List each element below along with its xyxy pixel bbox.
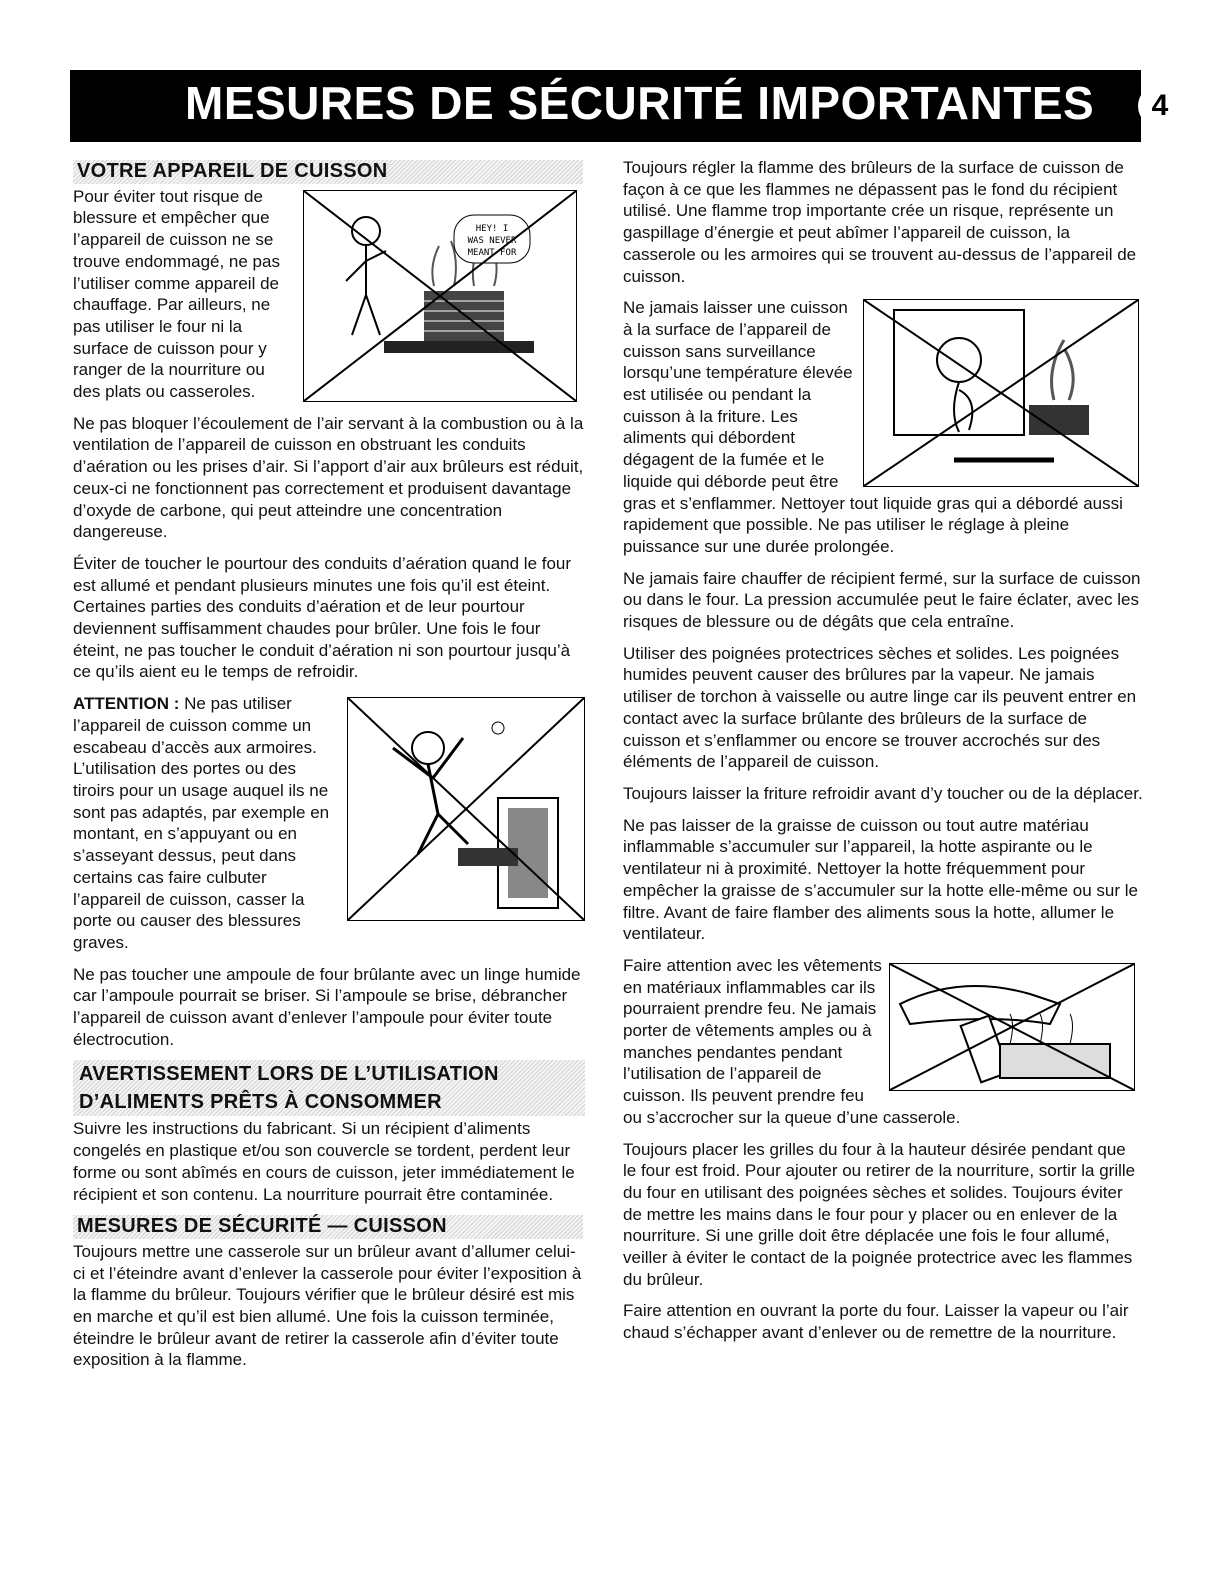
page-title: MESURES DE SÉCURITÉ IMPORTANTES	[185, 77, 1095, 129]
section-heading-appareil: VOTRE APPAREIL DE CUISSON	[73, 160, 583, 184]
paragraph-chauffage: Pour éviter tout risque de blessure et empêcher que l’appareil de cuisson ne se trouve endommagé, ne pas l’utiliser comme appareil de chauffage. Par ailleurs, ne pas utiliser le four ni la surface de cuisson pour y ranger de la nourriture ou des plats ou casseroles.	[73, 186, 280, 402]
figure-heater-warning	[303, 190, 577, 402]
attention-label: ATTENTION :	[73, 694, 180, 714]
paragraph-graisse: Ne pas laisser de la graisse de cuisson ou tout autre matériau inflammable s’accumuler sur l’appareil, la hotte aspirante ou le ventilateur ni à proximité. Nettoyer la hotte fréquemment pour empêcher la graisse de s’accumuler sur la hotte elle-même ou sur le filtre. Avant de faire flamber des aliments sous la hotte, allumer le ventilateur.	[623, 815, 1138, 944]
paragraph-porte-four: Faire attention en ouvrant la porte du four. Laisser la vapeur ou l’air chaud s’échapper avant d’enlever ou de remettre de la nourriture.	[623, 1301, 1129, 1343]
paragraph-ampoule: Ne pas toucher une ampoule de four brûlante avec un linge humide car l’ampoule pourrait se briser. Si l’ampoule se brise, débrancher l’appareil de cuisson avant d’enlever l’ampoule pour éviter toute électrocution.	[73, 964, 581, 1049]
section-heading-aliments	[73, 1060, 585, 1116]
paragraph-conduits: Éviter de toucher le pourtour des conduits d’aération quand le four est allumé et pendant plusieurs minutes une fois qu’il est éteint. Certaines parties des conduits d’aération et de leur pourtour deviennent suffisamment chaudes pour brûler. Une fois le four éteint, ne pas toucher le conduit d’aération ni son pourtour jusqu’à ce qu’ils aient eu le temps de refroidir.	[73, 553, 572, 682]
page-number-badge: 4	[1138, 84, 1182, 128]
paragraph-casserole: Toujours mettre une casserole sur un brûleur avant d’allumer celui-ci et l’éteindre avant d’enlever la casserole pour éviter l’exposition à la flamme du brûleur. Toujours vérifier que le brûleur désiré est mis en marche et qu’il est bien allumé. Une fois la cuisson terminée, éteindre le brûleur avant de retirer la casserole afin d’éviter toute exposition à la flamme.	[73, 1241, 582, 1370]
heading-aliments-line1: AVERTISSEMENT LORS DE L’UTILISATION	[79, 1063, 499, 1086]
svg-text:MEANT FOR: MEANT FOR	[467, 247, 517, 258]
phone-illustration	[864, 300, 1138, 486]
paragraph-recipient-ferme: Ne jamais faire chauffer de récipient fermé, sur la surface de cuisson ou dans le four. La pression accumulée peut le faire éclater, avec les risques de blessure ou de dégâts que cela entraîne.	[623, 568, 1141, 632]
paragraph-flamme: Toujours régler la flamme des brûleurs de la surface de cuisson de façon à ce que les flammes ne dépassent pas le fond du récipient utilisé. Une flamme trop importante crée un risque, représente un gaspillage d’énergie et peut abîmer l’appareil de cuisson, la casserole ou les armoires qui se trouvent au-dessus de l’appareil de cuisson.	[623, 158, 1137, 286]
attention-text: Ne pas utiliser l’appareil de cuisson comme un escabeau d’accès aux armoires. L’utilisation des portes ou des tiroirs pour un usage auquel ils ne sont pas adaptés, par exemple en montant, en s’appuyant ou en s’asseyant dessus, peut dans certains cas faire culbuter l’appareil de cuisson, casser la porte ou causer des blessures graves.	[73, 694, 330, 952]
figure-phone-warning	[863, 299, 1139, 487]
sleeve-illustration	[890, 964, 1134, 1090]
climbing-illustration	[348, 698, 584, 920]
paragraph-aliments: Suivre les instructions du fabricant. Si un récipient d’aliments congelés en plastique et/ou son couvercle se tordent, perdent leur forme ou sont abîmés en cours de cuisson, jeter immédiatement le récipient et son contenu. La nourriture pourrait être contaminée.	[73, 1119, 575, 1204]
paragraph-friture: Toujours laisser la friture refroidir avant d’y toucher ou de la déplacer.	[623, 783, 1143, 803]
figure-sleeve-warning	[889, 963, 1135, 1091]
paragraph-vetements: Faire attention avec les vêtements en matériaux inflammables car ils pourraient prendre feu. Ne jamais porter de vêtements amples ou à manches pendantes pendant l’utilisation de l’appareil de cuisson. Ils peuvent prendre feu ou s’accrocher sur la queue d’une casserole.	[623, 955, 961, 1127]
heading-aliments-line2: D’ALIMENTS PRÊTS À CONSOMMER	[79, 1091, 442, 1114]
page-header-banner	[70, 70, 1169, 142]
paragraph-grilles: Toujours placer les grilles du four à la hauteur désirée pendant que le four est froid. Pour ajouter ou retirer de la nourriture, sortir la grille du four en utilisant des poignées sèches et solides. Toujours éviter de mettre les mains dans le four pour y placer ou en enlever de la nourriture. Si une grille doit être déplacée une fois le four allumé, veiller à éviter le contact de la poignée protectrice avec les flammes du brûleur.	[623, 1139, 1136, 1289]
figure-climbing-warning	[347, 697, 585, 921]
heater-illustration	[304, 191, 576, 401]
svg-text:WAS NEVER: WAS NEVER	[467, 235, 517, 246]
paragraph-surveillance: Ne jamais laisser une cuisson à la surface de l’appareil de cuisson sans surveillance lorsqu’une température élevée est utilisée ou pendant la cuisson à la friture. Les aliments qui débordent dégagent de la fumée et le liquide qui déborde peut être gras et s’enflammer. Nettoyer tout liquide gras qui a débordé aussi rapidement que possible. Ne pas utiliser le réglage à pleine puissance sur une durée prolongée.	[623, 298, 1123, 556]
paragraph-ventilation: Ne pas bloquer l’écoulement de l’air servant à la combustion ou à la ventilation de l’appareil de cuisson en obstruant les conduits d’aération ou les prises d’air. Si l’apport d’air aux brûleurs est réduit, ceux-ci ne fonctionnent pas correctement et produisent davantage d’oxyde de carbone, qui peut atteindre une concentration dangereuse.	[73, 413, 584, 542]
svg-text:HEY! I: HEY! I	[475, 223, 509, 234]
right-column	[623, 157, 1143, 1354]
left-column	[73, 160, 585, 1381]
paragraph-poignees: Utiliser des poignées protectrices sèches et solides. Les poignées humides peuvent causer des brûlures par la vapeur. Ne jamais utiliser de torchon à vaisselle ou autre linge car ils peuvent entrer en contact avec la surface brûlante des brûleurs de la surface de cuisson et s’enflammer ou encore se trouver accrochés sur des éléments de l’appareil de cuisson.	[623, 643, 1137, 772]
section-heading-cuisson: MESURES DE SÉCURITÉ — CUISSON	[73, 1215, 583, 1239]
